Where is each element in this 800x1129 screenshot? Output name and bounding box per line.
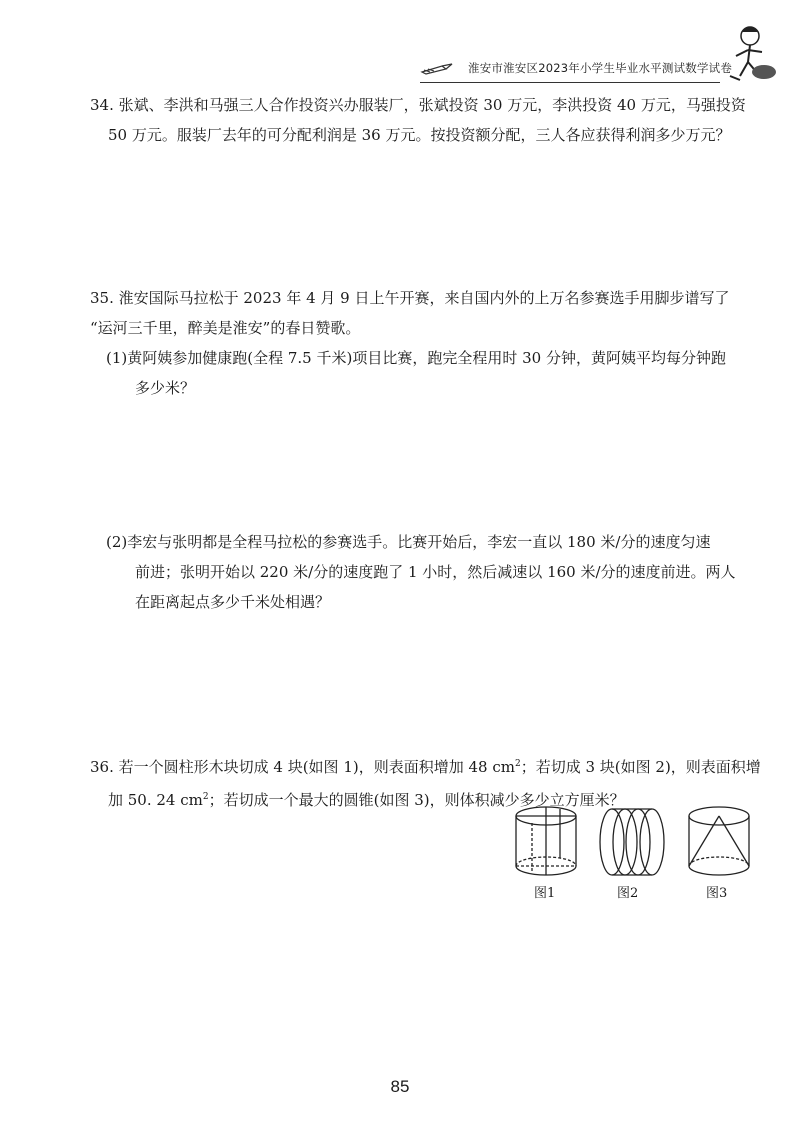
figure-2-label: 图2 [617, 886, 639, 901]
figure-3-label: 图3 [706, 886, 728, 901]
q36-sup-2: 2 [202, 792, 209, 802]
q34-line2: 50 万元。服装厂去年的可分配利润是 36 万元。按投资额分配，三人各应获得利润多少万元？ [108, 126, 731, 144]
figure-1-label: 图1 [534, 886, 556, 901]
q35-part1-line2: 多少米？ [135, 379, 196, 397]
q35-line2: “运河三千里，醉美是淮安”的春日赞歌。 [90, 319, 361, 337]
mascot-icon [722, 22, 780, 84]
q36-line1-text: 36. 若一个圆柱形木块切成 4 块(如图 1)，则表面积增加 48 cm [90, 758, 515, 776]
figure-1-cylinder [516, 807, 576, 875]
q35-part1-line1: (1)黄阿姨参加健康跑(全程 7.5 千米)项目比赛，跑完全程用时 30 分钟，黄阿姨平均每分钟跑 [106, 349, 726, 367]
header-rule [420, 82, 720, 83]
q35-part2-line3: 在距离起点多少千米处相遇？ [135, 593, 331, 611]
q35-line1: 35. 淮安国际马拉松于 2023 年 4 月 9 日上午开赛，来自国内外的上万名参赛选手用脚步谱写了 [90, 289, 730, 307]
q36-sup-1: 2 [514, 759, 521, 769]
question-34 [90, 90, 746, 150]
q34-line1: 34. 张斌、李洪和马强三人合作投资兴办服装厂，张斌投资 30 万元，李洪投资 40 万元，马强投资 [90, 96, 746, 114]
figure-2-cylinder [600, 809, 664, 875]
q35-part2-line2: 前进；张明开始以 220 米/分的速度跑了 1 小时，然后减速以 160 米/分的速度前进。两人 [135, 563, 736, 581]
header-title: 淮安市淮安区2023年小学生毕业水平测试数学试卷 [468, 61, 733, 75]
question-35-part2 [106, 527, 736, 617]
q36-line2-text: 加 50. 24 cm [108, 791, 203, 809]
q36-line1-text-b: ；若切成 3 块(如图 2)，则表面积增 [520, 758, 761, 776]
q36-line2-text-b: ；若切成一个最大的圆锥(如图 3)，则体积减少多少立方厘米？ [208, 791, 625, 809]
q36-line1 [90, 749, 761, 782]
question-35 [90, 283, 730, 403]
q35-part2-line1: (2)李宏与张明都是全程马拉松的参赛选手。比赛开始后，李宏一直以 180 米/分的速度匀速 [106, 533, 711, 551]
pen-icon [420, 60, 460, 78]
page-number: 85 [390, 1077, 410, 1096]
cylinder-figures [512, 802, 762, 882]
figure-3-cylinder-cone [689, 807, 749, 875]
